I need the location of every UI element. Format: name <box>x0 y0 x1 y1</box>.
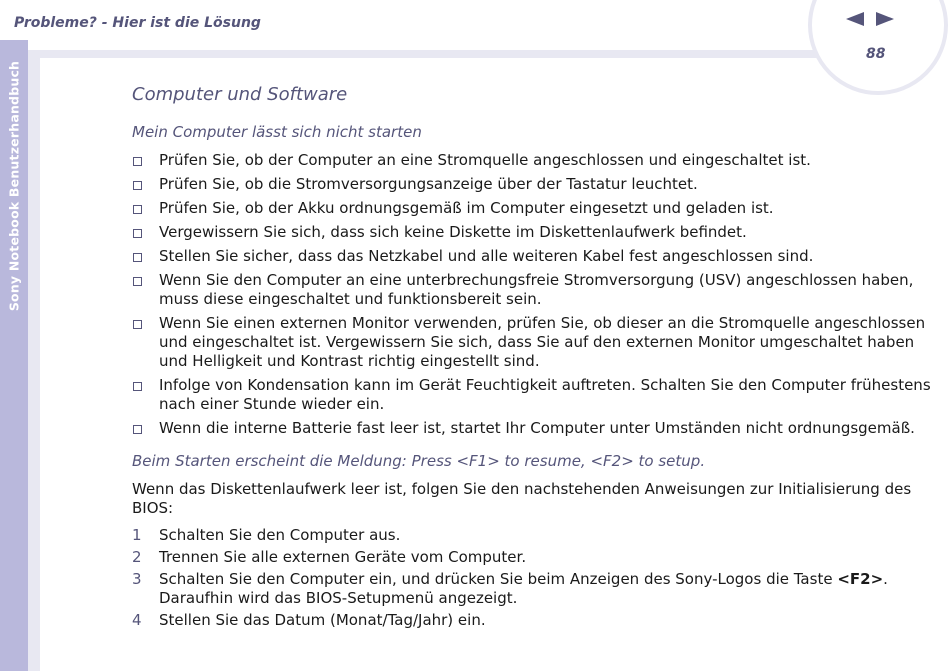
subsection-heading-start: Mein Computer lässt sich nicht starten <box>132 123 422 141</box>
step-item: 1 Schalten Sie den Computer aus. <box>132 526 401 544</box>
key-label: <F2> <box>837 570 884 588</box>
steps-list <box>132 526 932 630</box>
list-item: Wenn die interne Batterie fast leer ist, startet Ihr Computer unter Umständen nicht ordnungsgemäß. <box>132 419 932 438</box>
step-item: 4 Stellen Sie das Datum (Monat/Tag/Jahr) ein. <box>132 611 486 629</box>
page-navigation <box>846 12 894 26</box>
step-number: 4 <box>132 611 142 629</box>
checkbox-bullet-icon <box>133 205 142 214</box>
checkbox-bullet-icon <box>133 253 142 262</box>
page-number: 88 <box>866 46 886 62</box>
checklist <box>132 151 932 438</box>
sidebar-label: Sony Notebook Benutzerhandbuch <box>6 60 22 312</box>
list-item: Prüfen Sie, ob der Computer an eine Stromquelle angeschlossen und eingeschaltet ist. <box>132 151 932 170</box>
checkbox-bullet-icon <box>133 320 142 329</box>
list-item: Wenn Sie den Computer an eine unterbrechungsfreie Stromversorgung (USV) angeschlossen haben, muss diese eingeschaltet und funktionsbereit sein. <box>132 271 932 309</box>
list-item: Stellen Sie sicher, dass das Netzkabel und alle weiteren Kabel fest angeschlossen sind. <box>132 247 932 266</box>
section-title: Computer und Software <box>132 84 348 105</box>
checkbox-bullet-icon <box>133 157 142 166</box>
step-number: 2 <box>132 548 142 566</box>
list-item: Prüfen Sie, ob der Akku ordnungsgemäß im Computer eingesetzt und geladen ist. <box>132 199 932 218</box>
step-number: 3 <box>132 570 142 588</box>
checkbox-bullet-icon <box>133 229 142 238</box>
subsection-heading-bios: Beim Starten erscheint die Meldung: Press <F1> to resume, <F2> to setup. <box>132 452 706 470</box>
list-item: Infolge von Kondensation kann im Gerät Feuchtigkeit auftreten. Schalten Sie den Computer frühestens nach einer Stunde wieder ein. <box>132 376 932 414</box>
list-item: Prüfen Sie, ob die Stromversorgungsanzeige über der Tastatur leuchtet. <box>132 175 932 194</box>
step-item: 3 Schalten Sie den Computer ein, und drücken Sie beim Anzeigen des Sony-Logos die Taste <F2>. Daraufhin wird das BIOS-Setupmenü angezeigt. <box>132 570 888 607</box>
sidebar-inner-band <box>28 50 40 671</box>
checkbox-bullet-icon <box>133 277 142 286</box>
triangle-right-icon[interactable] <box>876 12 894 26</box>
checkbox-bullet-icon <box>133 181 142 190</box>
list-item: Wenn Sie einen externen Monitor verwenden, prüfen Sie, ob dieser an die Stromquelle angeschlossen und eingeschaltet ist. Vergewissern Sie sich, dass Sie auf den externen Monitor umgeschaltet haben und Helligkeit und Kontrast richtig eingestellt sind. <box>132 314 932 371</box>
main-content <box>132 84 932 633</box>
intro-paragraph: Wenn das Diskettenlaufwerk leer ist, folgen Sie den nachstehenden Anweisungen zur Initialisierung des BIOS: <box>132 480 912 517</box>
step-item: 2 Trennen Sie alle externen Geräte vom Computer. <box>132 548 527 566</box>
checkbox-bullet-icon <box>133 382 142 391</box>
checkbox-bullet-icon <box>133 425 142 434</box>
header-title: Probleme? - Hier ist die Lösung <box>14 15 261 31</box>
step-number: 1 <box>132 526 142 544</box>
header-rule <box>28 50 818 58</box>
triangle-left-icon[interactable] <box>846 12 864 26</box>
list-item: Vergewissern Sie sich, dass sich keine Diskette im Diskettenlaufwerk befindet. <box>132 223 932 242</box>
